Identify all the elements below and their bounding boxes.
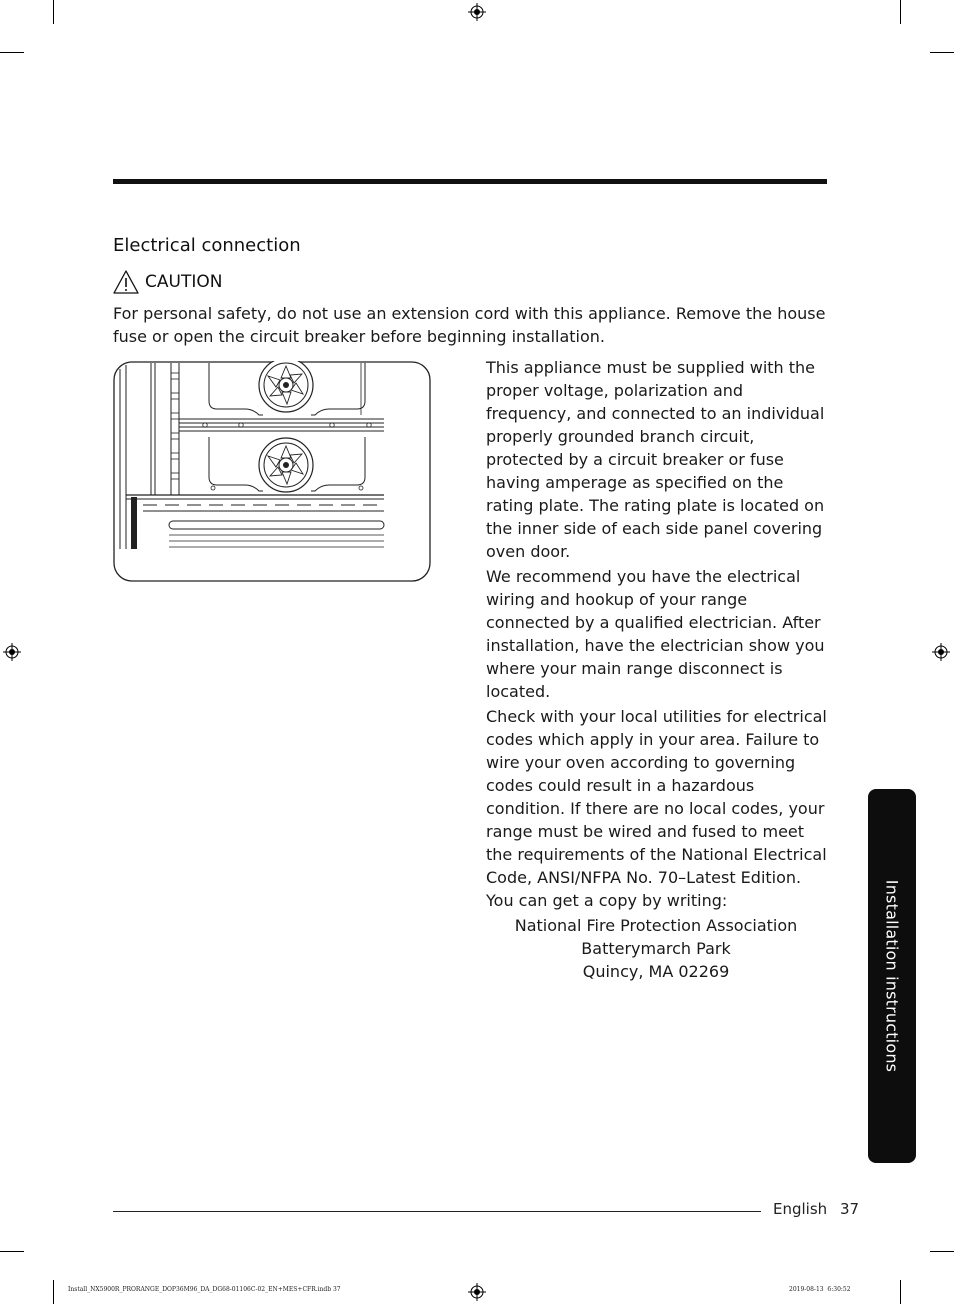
registration-mark-icon bbox=[932, 643, 950, 661]
section-title: Electrical connection bbox=[113, 235, 301, 256]
caution-text: For personal safety, do not use an extension cord with this appliance. Remove the house fuse or open the circuit breaker before beginning installation. bbox=[113, 304, 826, 346]
crop-mark bbox=[53, 0, 54, 24]
crop-mark bbox=[930, 52, 954, 53]
address-line: Quincy, MA 02269 bbox=[582, 962, 730, 981]
page-number: 37 bbox=[840, 1200, 860, 1218]
crop-mark bbox=[0, 1251, 24, 1252]
body-paragraph: We recommend you have the electrical wiring and hookup of your range connected by a qualified electrician. After installation, have the electrician show you where your main range disconnect is located. bbox=[486, 567, 825, 701]
crop-mark bbox=[930, 1251, 954, 1252]
body-paragraph: This appliance must be supplied with the proper voltage, polarization and frequency, and connected to an individual properly grounded branch circuit, protected by a circuit breaker or fuse having amperage as specified on the rating plate. The rating plate is located on the inner side of each side panel covering oven door. bbox=[486, 358, 825, 561]
body-paragraph: Check with your local utilities for electrical codes which apply in your area. Failure to wire your oven according to governing codes could result in a hazardous condition. If there are no local codes, your range must be wired and fused to meet the requirements of the National Electrical Code, ANSI/NFPA No. 70–Latest Edition. You can get a copy by writing: bbox=[486, 707, 827, 910]
chapter-tab-label: Installation instructions bbox=[882, 879, 902, 1073]
footer-rule bbox=[113, 1211, 761, 1212]
caution-heading bbox=[113, 270, 222, 294]
oven-door-illustration bbox=[113, 361, 431, 582]
crop-mark bbox=[53, 1280, 54, 1304]
warning-triangle-icon bbox=[113, 270, 139, 294]
print-slug-date: 2019-08-13 ￼ 6:30:52 bbox=[789, 1286, 851, 1293]
header-rule bbox=[113, 179, 827, 184]
address-line: National Fire Protection Association bbox=[514, 916, 798, 935]
registration-mark-icon bbox=[3, 643, 21, 661]
address-line: Batterymarch Park bbox=[581, 939, 731, 958]
crop-mark bbox=[900, 0, 901, 24]
registration-mark-icon bbox=[468, 3, 486, 21]
crop-mark bbox=[900, 1280, 901, 1304]
mailing-address bbox=[486, 914, 826, 983]
chapter-side-tab bbox=[868, 789, 916, 1163]
print-slug-file: Install_NX5900R_PRORANGE_DOP36M96_DA_DG68-01106C-02_EN+MES+CFR.indb 37 bbox=[68, 1286, 341, 1293]
footer-language: English bbox=[773, 1200, 828, 1218]
registration-mark-icon bbox=[468, 1283, 486, 1301]
body-text-column bbox=[486, 356, 831, 983]
caution-label: CAUTION bbox=[145, 272, 223, 292]
crop-mark bbox=[0, 52, 24, 53]
